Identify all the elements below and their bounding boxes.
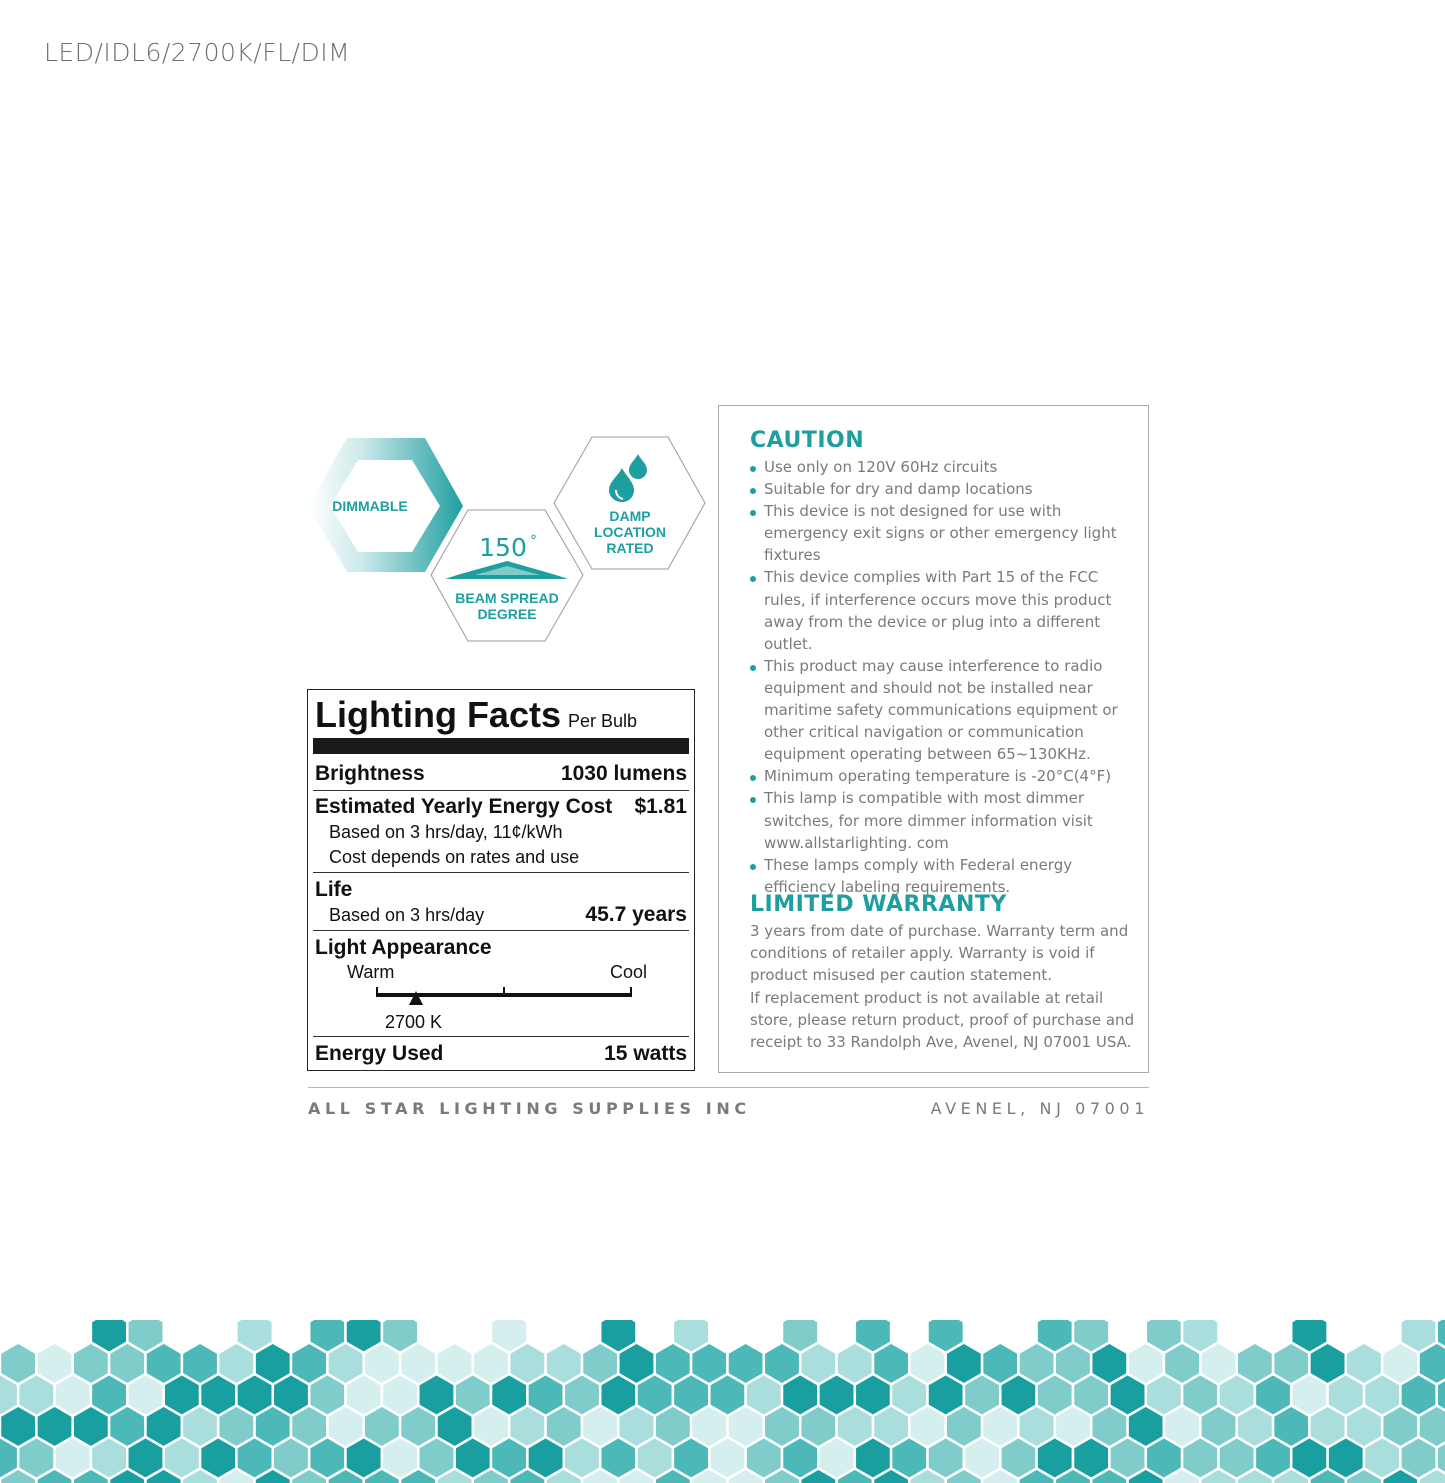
caution-box: [718, 405, 1149, 1073]
divider: [313, 1036, 689, 1037]
caution-item: This lamp is compatible with most dimmer switches, for more dimmer information visit www.allstarlighting. com: [747, 787, 1137, 853]
lighting-facts-title: Lighting Facts: [315, 694, 561, 735]
caution-item: Use only on 120V 60Hz circuits: [747, 456, 1137, 478]
caution-item: Minimum operating temperature is -20°C(4°F): [747, 765, 1137, 787]
beam-degree-value: 150: [479, 533, 527, 562]
life-value: 45.7 years: [585, 903, 687, 926]
warm-label: Warm: [347, 962, 395, 982]
per-bulb-label: Per Bulb: [568, 711, 638, 731]
caution-item: Suitable for dry and damp locations: [747, 478, 1137, 500]
color-temp-value: 2700 K: [385, 1012, 443, 1032]
beam-label-line2: DEGREE: [477, 606, 537, 622]
badges-svg: [300, 430, 720, 650]
scale-tick-mid: [503, 987, 505, 997]
divider: [313, 872, 689, 873]
dimmable-label: DIMMABLE: [332, 498, 408, 514]
brightness-label: Brightness: [315, 762, 425, 785]
scale-tick-end: [630, 987, 632, 997]
feature-badges: [300, 430, 720, 650]
scale-tick-start: [376, 987, 378, 997]
damp-label-line1: DAMP: [609, 508, 651, 524]
caution-title: CAUTION: [750, 428, 865, 453]
energy-cost-note-2: Cost depends on rates and use: [329, 847, 580, 867]
sku-code: LED/IDL6/2700K/FL/DIM: [44, 38, 351, 67]
beam-label-line1: BEAM SPREAD: [455, 590, 559, 606]
beam-degree-symbol: °: [530, 533, 537, 549]
energy-cost-label: Estimated Yearly Energy Cost: [315, 795, 613, 818]
company-address: AVENEL, NJ 07001: [930, 1099, 1149, 1118]
honeycomb-pattern: [0, 1320, 1445, 1483]
caution-list: [747, 456, 1137, 898]
life-label: Life: [315, 878, 353, 901]
company-name: ALL STAR LIGHTING SUPPLIES INC: [308, 1099, 751, 1118]
damp-label-line2: LOCATION: [593, 524, 667, 540]
warranty-text: [750, 920, 1135, 1053]
caution-item: This device is not designed for use with emergency exit signs or other emergency light fixtures: [747, 500, 1137, 566]
divider: [313, 930, 689, 931]
energy-used-value: 15 watts: [604, 1042, 687, 1065]
cool-label: Cool: [610, 962, 648, 982]
warranty-paragraph-1: 3 years from date of purchase. Warranty term and conditions of retailer apply. Warranty is void if product misused per caution statement.: [750, 922, 1129, 985]
caution-item: This device complies with Part 15 of the FCC rules, if interference occurs move this product away from the device or plug into a different outlet.: [747, 566, 1137, 654]
caution-item: These lamps comply with Federal energy efficiency labeling requirements.: [747, 854, 1137, 898]
energy-used-label: Energy Used: [315, 1042, 444, 1065]
divider: [313, 790, 689, 791]
caution-item: This product may cause interference to radio equipment and should not be installed near maritime safety communications equipment or other critical navigation or communication equipment operating between 65~130KHz.: [747, 655, 1137, 765]
lighting-facts-label: [307, 689, 695, 1071]
energy-cost-value: $1.81: [634, 795, 687, 818]
life-note: Based on 3 hrs/day: [329, 905, 485, 925]
warranty-paragraph-2: If replacement product is not available at retail store, please return product, proof of purchase and receipt to 33 Randolph Ave, Avenel, NJ 07001 USA.: [750, 988, 1135, 1052]
warranty-title: LIMITED WARRANTY: [750, 892, 1007, 917]
color-temp-pointer: [409, 991, 423, 1005]
footer-divider: [308, 1087, 1149, 1088]
thick-divider: [313, 738, 689, 754]
light-appearance-label: Light Appearance: [315, 936, 492, 959]
brightness-value: 1030 lumens: [560, 762, 687, 785]
damp-label-line3: RATED: [606, 540, 654, 556]
energy-cost-note-1: Based on 3 hrs/day, 11¢/kWh: [329, 822, 563, 842]
